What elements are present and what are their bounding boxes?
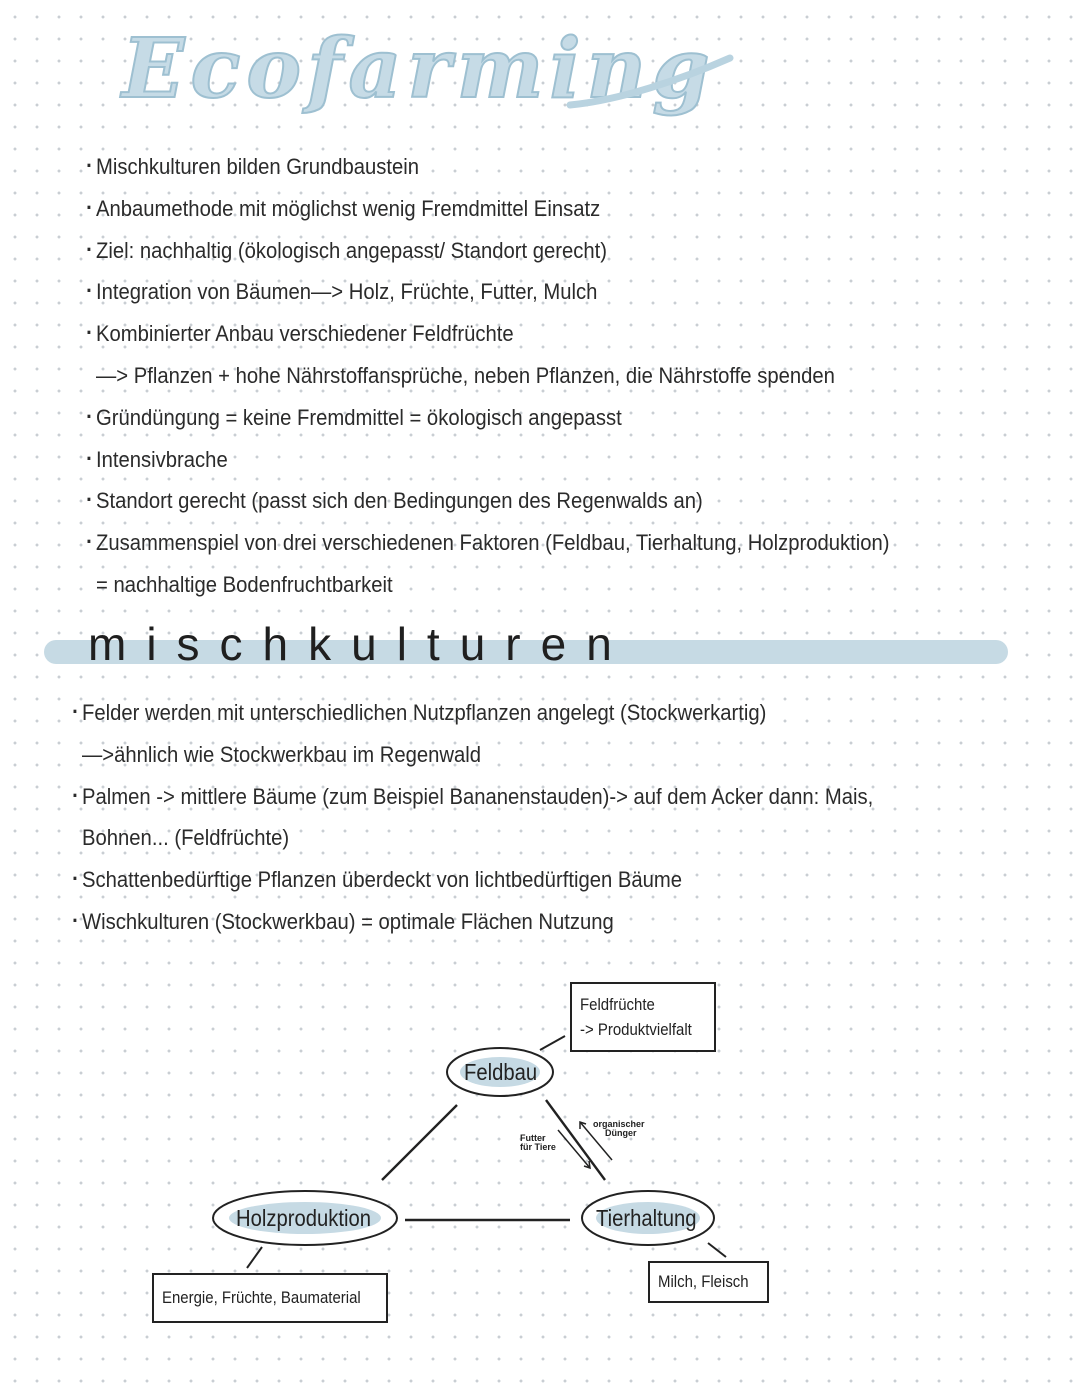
arrow-futter-line	[558, 1130, 590, 1168]
note-item-continuation: —>ähnlich wie Stockwerkbau im Regenwald	[82, 741, 482, 767]
edge-feldbau-box	[540, 1036, 565, 1050]
feldbau-box-line: -> Produktvielfalt	[580, 1020, 692, 1039]
feldbau-info-box	[570, 982, 716, 1052]
note-item: · Standort gerecht (passt sich den Bedingungen des Regenwalds an)	[96, 480, 890, 522]
section-title: mischkulturen	[88, 618, 632, 670]
page-title: Ecofarming	[122, 21, 716, 117]
note-item: · Felder werden mit unterschiedlichen Nutzpflanzen angelegt (Stockwerkartig)	[82, 692, 873, 734]
arrow-label-duenger: organischer Dünger	[593, 1119, 645, 1138]
edge-tierhaltung-box	[708, 1243, 726, 1257]
edge-holzproduktion-box	[247, 1247, 262, 1268]
note-item: · Palmen -> mittlere Bäume (zum Beispiel Bananenstauden)-> auf dem Acker dann: Mais,	[82, 776, 873, 818]
arrow-label-futter: Futter für Tiere	[520, 1133, 556, 1152]
holzproduktion-node-label: Holzproduktion	[236, 1205, 372, 1231]
note-item-continuation: —> Pflanzen + hohe Nährstoffansprüche, neben Pflanzen, die Nährstoffe spenden	[96, 362, 835, 388]
note-item: · Intensivbrache	[96, 439, 890, 481]
note-item-continuation: Bohnen... (Feldfrüchte)	[82, 825, 290, 851]
edge-feldbau-holzproduktion	[382, 1105, 457, 1180]
holzproduktion-box-text: Energie, Früchte, Baumaterial	[162, 1288, 361, 1307]
note-item-continuation: = nachhaltige Bodenfruchtbarkeit	[96, 571, 393, 597]
note-item: · Mischkulturen bilden Grundbaustein	[96, 146, 890, 188]
feldbau-box-line: Feldfrüchte	[580, 995, 655, 1014]
tierhaltung-node-label: Tierhaltung	[596, 1205, 697, 1231]
note-item: · Gründüngung = keine Fremdmittel = ökologisch angepasst	[96, 397, 890, 439]
holzproduktion-info-box	[152, 1273, 388, 1323]
note-item: · Zusammenspiel von drei verschiedenen Faktoren (Feldbau, Tierhaltung, Holzproduktion)	[96, 522, 890, 564]
note-item: · Integration von Bäumen—> Holz, Früchte, Futter, Mulch	[96, 271, 890, 313]
tierhaltung-box-text: Milch, Fleisch	[658, 1272, 749, 1291]
note-item: · Schattenbedürftige Pflanzen überdeckt von lichtbedürftigen Bäume	[82, 859, 873, 901]
note-item: · Anbaumethode mit möglichst wenig Fremdmittel Einsatz	[96, 188, 890, 230]
note-item: · Ziel: nachhaltig (ökologisch angepasst/ Standort gerecht)	[96, 230, 890, 272]
note-item: · Kombinierter Anbau verschiedener Feldfrüchte	[96, 313, 890, 355]
feldbau-node-label: Feldbau	[464, 1059, 538, 1085]
note-item: · Wischkulturen (Stockwerkbau) = optimale Flächen Nutzung	[82, 901, 873, 943]
tierhaltung-info-box	[648, 1261, 769, 1303]
